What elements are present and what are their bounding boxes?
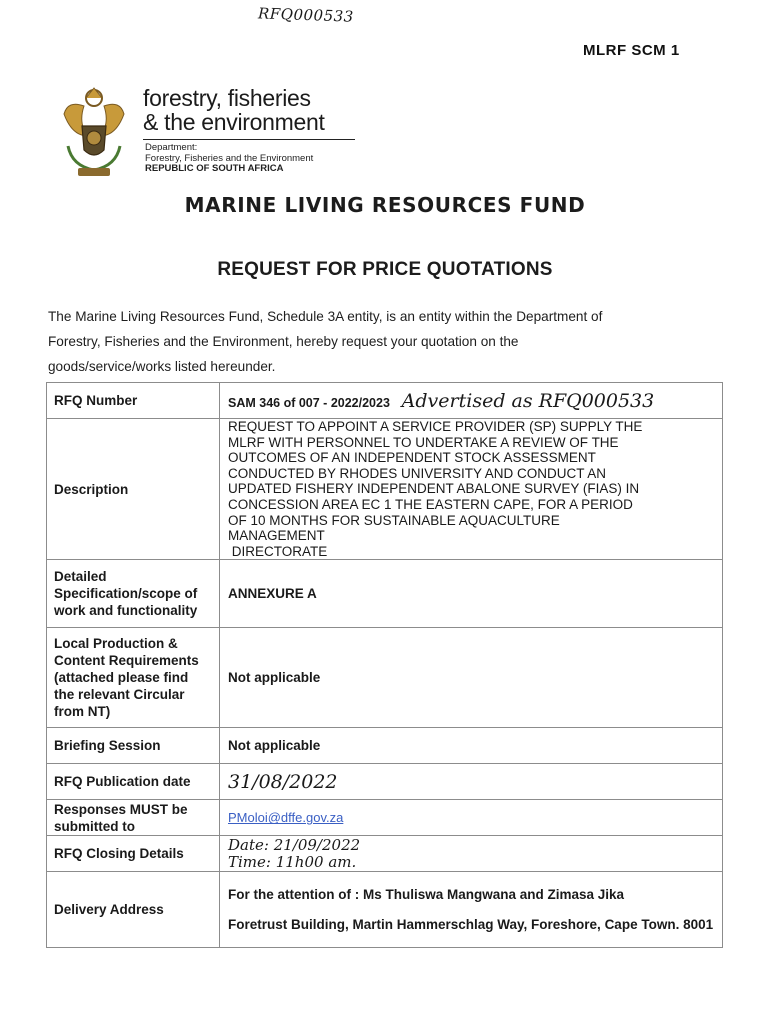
department-divider <box>143 139 355 140</box>
delivery-address: Foretrust Building, Martin Hammerschlag Way, Foreshore, Cape Town. 8001 <box>228 917 714 933</box>
department-name <box>143 86 325 134</box>
briefing-label: Briefing Session <box>47 728 220 764</box>
delivery-spacer <box>228 903 715 916</box>
publication-label: RFQ Publication date <box>47 764 220 800</box>
description-line: UPDATED FISHERY INDEPENDENT ABALONE SURVEY (FIAS) IN <box>228 481 640 497</box>
rfq-details-table <box>46 382 723 948</box>
department-sub-line1: Department: <box>145 142 198 153</box>
delivery-label: Delivery Address <box>47 872 220 948</box>
fund-title: MARINE LIVING RESOURCES FUND <box>184 193 586 217</box>
description-line: REQUEST TO APPOINT A SERVICE PROVIDER (SP) SUPPLY THE <box>228 419 643 434</box>
delivery-attention: For the attention of : Ms Thuliswa Mangwana and Zimasa Jika <box>228 887 625 903</box>
delivery-value <box>220 872 723 948</box>
intro-line3: goods/service/works listed hereunder. <box>48 359 276 374</box>
department-sub-line2: Forestry, Fisheries and the Environment <box>145 152 314 164</box>
handwritten-reference: RFQ000533 <box>257 4 355 26</box>
rfq-number-label: RFQ Number <box>47 383 220 419</box>
responses-label: Responses MUST be submitted to <box>47 800 220 836</box>
coat-of-arms-icon <box>58 84 130 180</box>
briefing-value: Not applicable <box>220 728 723 764</box>
department-name-line1: forestry, fisheries <box>143 85 311 111</box>
description-line: DIRECTORATE <box>228 543 328 559</box>
table-row <box>47 383 723 419</box>
table-row <box>47 872 723 948</box>
department-subtitle <box>145 143 313 175</box>
responses-email-link[interactable]: PMoloi@dffe.gov.za <box>228 810 344 826</box>
closing-date: Date: 21/09/2022 <box>228 835 361 854</box>
description-value <box>220 419 723 560</box>
rfq-number-value: SAM 346 of 007 - 2022/2023 <box>228 395 390 410</box>
intro-line1: The Marine Living Resources Fund, Schedule 3A entity, is an entity within the Department of <box>48 309 603 324</box>
description-line: CONCESSION AREA EC 1 THE EASTERN CAPE, FOR A PERIOD <box>228 496 633 512</box>
description-line: CONDUCTED BY RHODES UNIVERSITY AND CONDUCT AN <box>228 465 607 481</box>
table-row <box>47 800 723 836</box>
publication-handwritten: 31/08/2022 <box>220 764 723 800</box>
local-production-label: Local Production & Content Requirements (attached please find the relevant Circular from NT) <box>47 628 220 728</box>
closing-time: Time: 11h00 am. <box>228 852 357 871</box>
rfq-number-cell <box>220 383 723 419</box>
closing-handwritten <box>220 836 723 872</box>
table-row <box>47 560 723 628</box>
responses-cell <box>220 800 723 836</box>
local-production-value: Not applicable <box>220 628 723 728</box>
description-line: OF 10 MONTHS FOR SUSTAINABLE AQUACULTURE <box>228 512 560 528</box>
description-label: Description <box>47 419 220 560</box>
description-line: MANAGEMENT <box>228 528 325 544</box>
table-row <box>47 628 723 728</box>
department-sub-line3: REPUBLIC OF SOUTH AFRICA <box>145 163 284 174</box>
table-row <box>47 728 723 764</box>
department-name-line2: & the environment <box>143 109 325 135</box>
specification-value: ANNEXURE A <box>220 560 723 628</box>
closing-label: RFQ Closing Details <box>47 836 220 872</box>
intro-line2: Forestry, Fisheries and the Environment, hereby request your quotation on the <box>48 334 519 349</box>
request-title: REQUEST FOR PRICE QUOTATIONS <box>217 259 553 280</box>
table-row <box>47 764 723 800</box>
rfq-number-handwritten: Advertised as RFQ000533 <box>401 389 655 412</box>
intro-paragraph <box>48 304 728 379</box>
form-code: MLRF SCM 1 <box>583 42 680 59</box>
table-row <box>47 419 723 560</box>
description-line: OUTCOMES OF AN INDEPENDENT STOCK ASSESSMENT <box>228 450 596 466</box>
table-row <box>47 836 723 872</box>
description-line: MLRF WITH PERSONNEL TO UNDERTAKE A REVIEW OF THE <box>228 434 619 450</box>
specification-label: Detailed Specification/scope of work and functionality <box>47 560 220 628</box>
